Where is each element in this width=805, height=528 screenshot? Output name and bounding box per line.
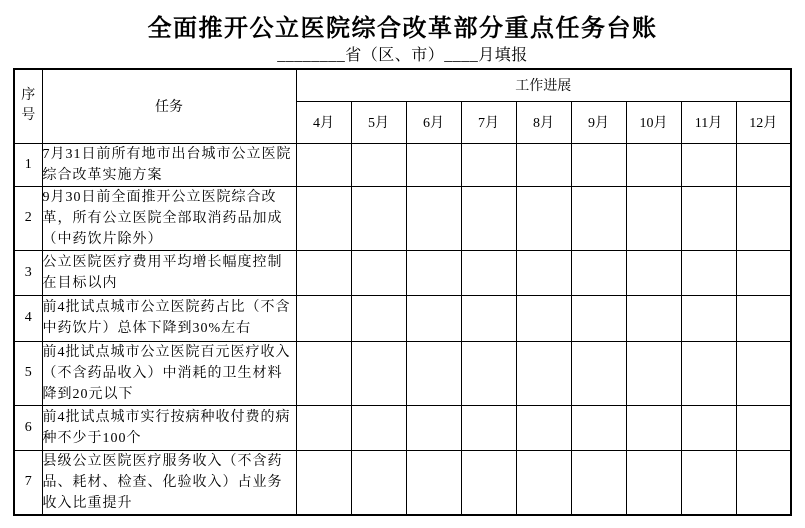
progress-cell-row2-col3 (406, 186, 461, 250)
task-row-3 (14, 250, 791, 295)
progress-cell-row7-col2 (351, 450, 406, 515)
progress-cell-row2-col6 (571, 186, 626, 250)
task-text: 县级公立医院医疗服务收入（不含药品、耗材、检查、化验收入）占业务收入比重提升 (42, 450, 296, 515)
column-header-progress: 工作进展 (296, 69, 791, 101)
progress-cell-row4-col6 (571, 295, 626, 341)
progress-cell-row6-col4 (461, 405, 516, 450)
page-title: 全面推开公立医院综合改革部分重点任务台账 (147, 16, 658, 42)
progress-cell-row4-col7 (626, 295, 681, 341)
progress-cell-row7-col1 (296, 450, 351, 515)
row-number: 7 (14, 450, 42, 515)
progress-cell-row4-col3 (406, 295, 461, 341)
progress-cell-row5-col8 (681, 341, 736, 405)
progress-cell-row6-col6 (571, 405, 626, 450)
progress-cell-row2-col4 (461, 186, 516, 250)
task-text: 前4批试点城市公立医院药占比（不含中药饮片）总体下降到30%左右 (42, 295, 296, 341)
progress-cell-row3-col5 (516, 250, 571, 295)
progress-cell-row5-col7 (626, 341, 681, 405)
progress-cell-row2-col8 (681, 186, 736, 250)
month-header-6: 9月 (571, 101, 626, 143)
progress-cell-row1-col1 (296, 143, 351, 186)
subtitle-fill-in-line: ________省（区、市）____月填报 (277, 47, 528, 64)
progress-cell-row1-col7 (626, 143, 681, 186)
row-number: 4 (14, 295, 42, 341)
month-header-8: 11月 (681, 101, 736, 143)
row-number: 5 (14, 341, 42, 405)
progress-cell-row6-col3 (406, 405, 461, 450)
progress-cell-row4-col1 (296, 295, 351, 341)
progress-cell-row6-col9 (736, 405, 791, 450)
row-number: 2 (14, 186, 42, 250)
column-header-index: 序号 (14, 69, 42, 143)
progress-cell-row3-col4 (461, 250, 516, 295)
progress-cell-row7-col7 (626, 450, 681, 515)
progress-cell-row2-col5 (516, 186, 571, 250)
progress-cell-row5-col9 (736, 341, 791, 405)
progress-cell-row2-col9 (736, 186, 791, 250)
month-header-5: 8月 (516, 101, 571, 143)
progress-cell-row4-col9 (736, 295, 791, 341)
row-number: 6 (14, 405, 42, 450)
progress-cell-row5-col4 (461, 341, 516, 405)
progress-cell-row3-col7 (626, 250, 681, 295)
task-row-7 (14, 450, 791, 515)
task-row-2 (14, 186, 791, 250)
progress-cell-row5-col3 (406, 341, 461, 405)
progress-cell-row4-col2 (351, 295, 406, 341)
progress-cell-row7-col8 (681, 450, 736, 515)
task-text: 公立医院医疗费用平均增长幅度控制在目标以内 (42, 250, 296, 295)
progress-cell-row1-col8 (681, 143, 736, 186)
task-text: 7月31日前所有地市出台城市公立医院综合改革实施方案 (42, 143, 296, 186)
progress-cell-row2-col7 (626, 186, 681, 250)
task-text: 9月30日前全面推开公立医院综合改革，所有公立医院全部取消药品加成（中药饮片除外） (42, 186, 296, 250)
progress-cell-row1-col9 (736, 143, 791, 186)
task-text: 前4批试点城市实行按病种收付费的病种不少于100个 (42, 405, 296, 450)
progress-cell-row7-col3 (406, 450, 461, 515)
progress-cell-row1-col5 (516, 143, 571, 186)
progress-cell-row4-col4 (461, 295, 516, 341)
progress-cell-row4-col8 (681, 295, 736, 341)
task-row-5 (14, 341, 791, 405)
progress-cell-row1-col6 (571, 143, 626, 186)
progress-cell-row7-col4 (461, 450, 516, 515)
task-row-6 (14, 405, 791, 450)
month-header-4: 7月 (461, 101, 516, 143)
month-header-7: 10月 (626, 101, 681, 143)
month-header-2: 5月 (351, 101, 406, 143)
progress-cell-row3-col3 (406, 250, 461, 295)
progress-cell-row3-col2 (351, 250, 406, 295)
progress-cell-row3-col1 (296, 250, 351, 295)
progress-cell-row5-col2 (351, 341, 406, 405)
month-header-1: 4月 (296, 101, 351, 143)
progress-cell-row3-col9 (736, 250, 791, 295)
progress-cell-row7-col9 (736, 450, 791, 515)
progress-cell-row5-col5 (516, 341, 571, 405)
progress-cell-row1-col2 (351, 143, 406, 186)
row-number: 3 (14, 250, 42, 295)
column-header-task: 任务 (42, 69, 296, 143)
row-number: 1 (14, 143, 42, 186)
header-row-top (14, 69, 791, 101)
task-text: 前4批试点城市公立医院百元医疗收入（不含药品收入）中消耗的卫生材料降到20元以下 (42, 341, 296, 405)
task-row-4 (14, 295, 791, 341)
progress-cell-row3-col6 (571, 250, 626, 295)
progress-cell-row6-col1 (296, 405, 351, 450)
month-header-9: 12月 (736, 101, 791, 143)
progress-cell-row1-col4 (461, 143, 516, 186)
progress-cell-row5-col1 (296, 341, 351, 405)
progress-cell-row4-col5 (516, 295, 571, 341)
progress-cell-row5-col6 (571, 341, 626, 405)
progress-cell-row6-col7 (626, 405, 681, 450)
progress-cell-row2-col1 (296, 186, 351, 250)
task-row-1 (14, 143, 791, 186)
progress-cell-row1-col3 (406, 143, 461, 186)
progress-cell-row6-col2 (351, 405, 406, 450)
progress-cell-row7-col6 (571, 450, 626, 515)
progress-cell-row6-col5 (516, 405, 571, 450)
task-ledger-table (13, 68, 792, 516)
progress-cell-row3-col8 (681, 250, 736, 295)
progress-cell-row6-col8 (681, 405, 736, 450)
month-header-3: 6月 (406, 101, 461, 143)
progress-cell-row2-col2 (351, 186, 406, 250)
progress-cell-row7-col5 (516, 450, 571, 515)
